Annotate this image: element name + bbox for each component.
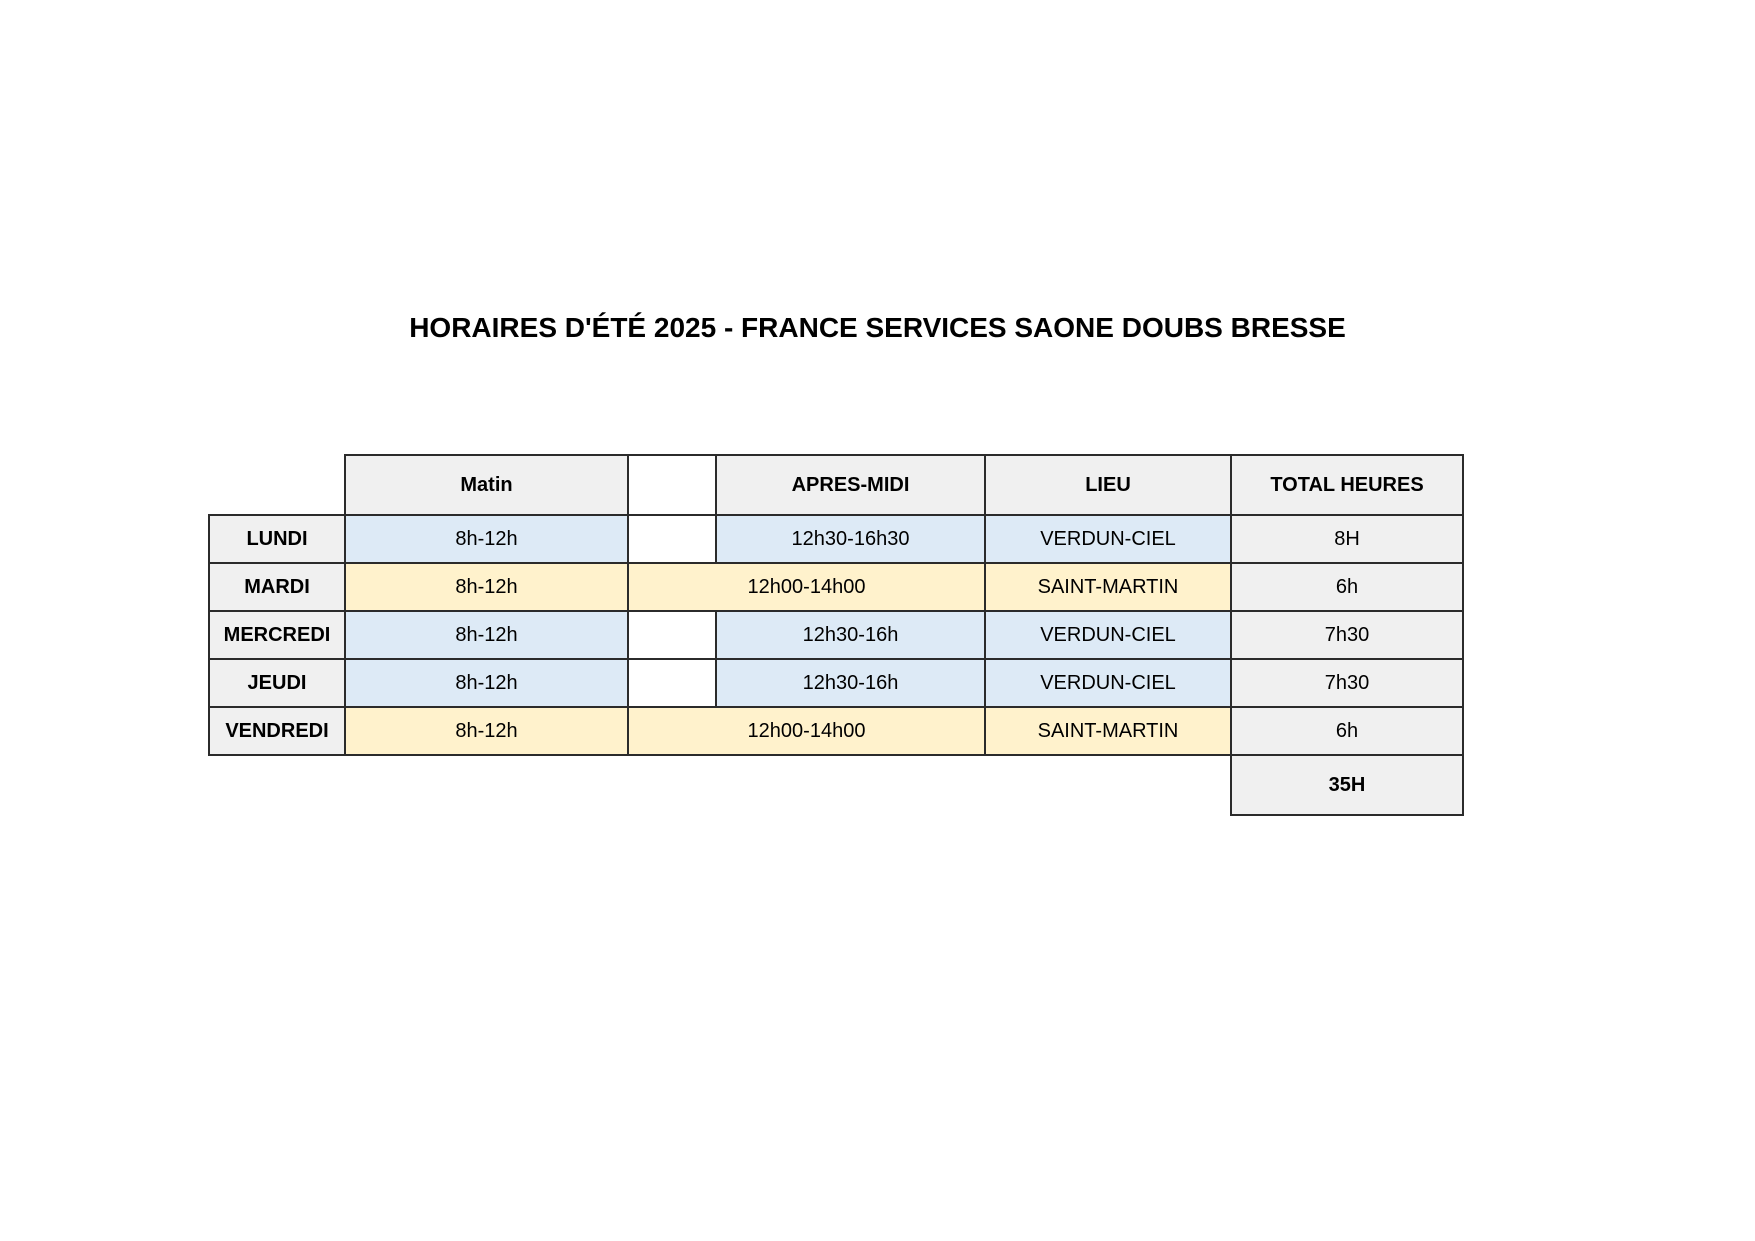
day-cell: MARDI [209, 563, 345, 611]
lieu-cell: SAINT-MARTIN [985, 707, 1231, 755]
schedule-table [208, 454, 1464, 816]
table-row [209, 707, 1463, 755]
header-row [209, 455, 1463, 515]
apres-midi-cell: 12h00-14h00 [628, 563, 985, 611]
break-cell [628, 515, 716, 563]
total-cell: 7h30 [1231, 659, 1463, 707]
day-cell: LUNDI [209, 515, 345, 563]
matin-cell: 8h-12h [345, 659, 628, 707]
lieu-cell: VERDUN-CIEL [985, 515, 1231, 563]
day-cell: JEUDI [209, 659, 345, 707]
corner-cell [209, 455, 345, 515]
grand-total-cell: 35H [1231, 755, 1463, 815]
header-break-cell [628, 455, 716, 515]
header-lieu: LIEU [985, 455, 1231, 515]
matin-cell: 8h-12h [345, 707, 628, 755]
matin-cell: 8h-12h [345, 515, 628, 563]
matin-cell: 8h-12h [345, 563, 628, 611]
matin-cell: 8h-12h [345, 611, 628, 659]
total-cell: 6h [1231, 563, 1463, 611]
header-apres-midi: APRES-MIDI [716, 455, 985, 515]
table-row [209, 563, 1463, 611]
header-matin: Matin [345, 455, 628, 515]
lieu-cell: VERDUN-CIEL [985, 611, 1231, 659]
break-cell [628, 659, 716, 707]
apres-midi-cell: 12h00-14h00 [628, 707, 985, 755]
page-title: HORAIRES D'ÉTÉ 2025 - FRANCE SERVICES SAONE DOUBS BRESSE [409, 312, 1346, 343]
total-cell: 8H [1231, 515, 1463, 563]
apres-midi-cell: 12h30-16h30 [716, 515, 985, 563]
grand-total-spacer [209, 755, 1231, 815]
total-cell: 6h [1231, 707, 1463, 755]
day-cell: MERCREDI [209, 611, 345, 659]
day-cell: VENDREDI [209, 707, 345, 755]
table-row [209, 611, 1463, 659]
lieu-cell: VERDUN-CIEL [985, 659, 1231, 707]
total-cell: 7h30 [1231, 611, 1463, 659]
apres-midi-cell: 12h30-16h [716, 611, 985, 659]
header-total-heures: TOTAL HEURES [1231, 455, 1463, 515]
apres-midi-cell: 12h30-16h [716, 659, 985, 707]
grand-total-row [209, 755, 1463, 815]
lieu-cell: SAINT-MARTIN [985, 563, 1231, 611]
table-row [209, 515, 1463, 563]
table-row [209, 659, 1463, 707]
break-cell [628, 611, 716, 659]
